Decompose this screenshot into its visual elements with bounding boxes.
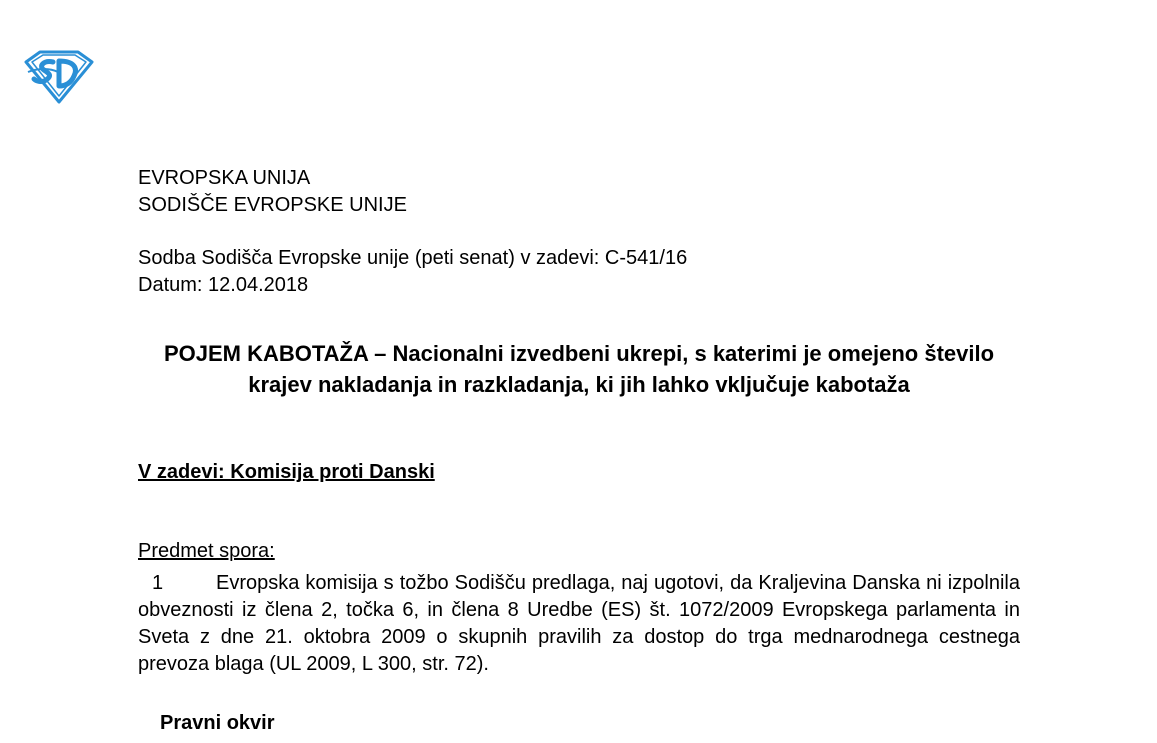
case-parties: V zadevi: Komisija proti Danski bbox=[138, 461, 435, 483]
section-heading-legal-framework: Pravni okvir bbox=[160, 712, 275, 734]
judgment-date: Datum: 12.04.2018 bbox=[138, 274, 309, 296]
paragraph-number: 1 bbox=[152, 572, 164, 594]
court-logo-icon bbox=[22, 48, 96, 104]
org-name-line2: SODIŠČE EVROPSKE UNIJE bbox=[138, 194, 407, 216]
judgment-reference: Sodba Sodišča Evropske unije (peti senat) v zadevi: C-541/16 bbox=[138, 247, 688, 269]
section-label-subject: Predmet spora: bbox=[138, 540, 275, 562]
paragraph-text: Evropska komisija s tožbo Sodišču predlaga, naj ugotovi, da Kraljevina Danska ni izpolnila obveznosti iz člena 2, točka 6, in člena 8 Uredbe (ES) št. 1072/2009 Evropskega parlamenta in Sveta z dne 21. oktobra 2009 o skupnih pravilih za dostop do trga mednarodnega cestnega prevoza blaga (UL 2009, L 300, str. 72). bbox=[138, 572, 1020, 675]
document-title: POJEM KABOTAŽA – Nacionalni izvedbeni ukrepi, s katerimi je omejeno število krajev nakladanja in razkladanja, ki jih lahko vključuje kabotaža bbox=[163, 341, 995, 397]
org-name-line1: EVROPSKA UNIJA bbox=[138, 167, 311, 189]
paragraph bbox=[138, 570, 1020, 678]
